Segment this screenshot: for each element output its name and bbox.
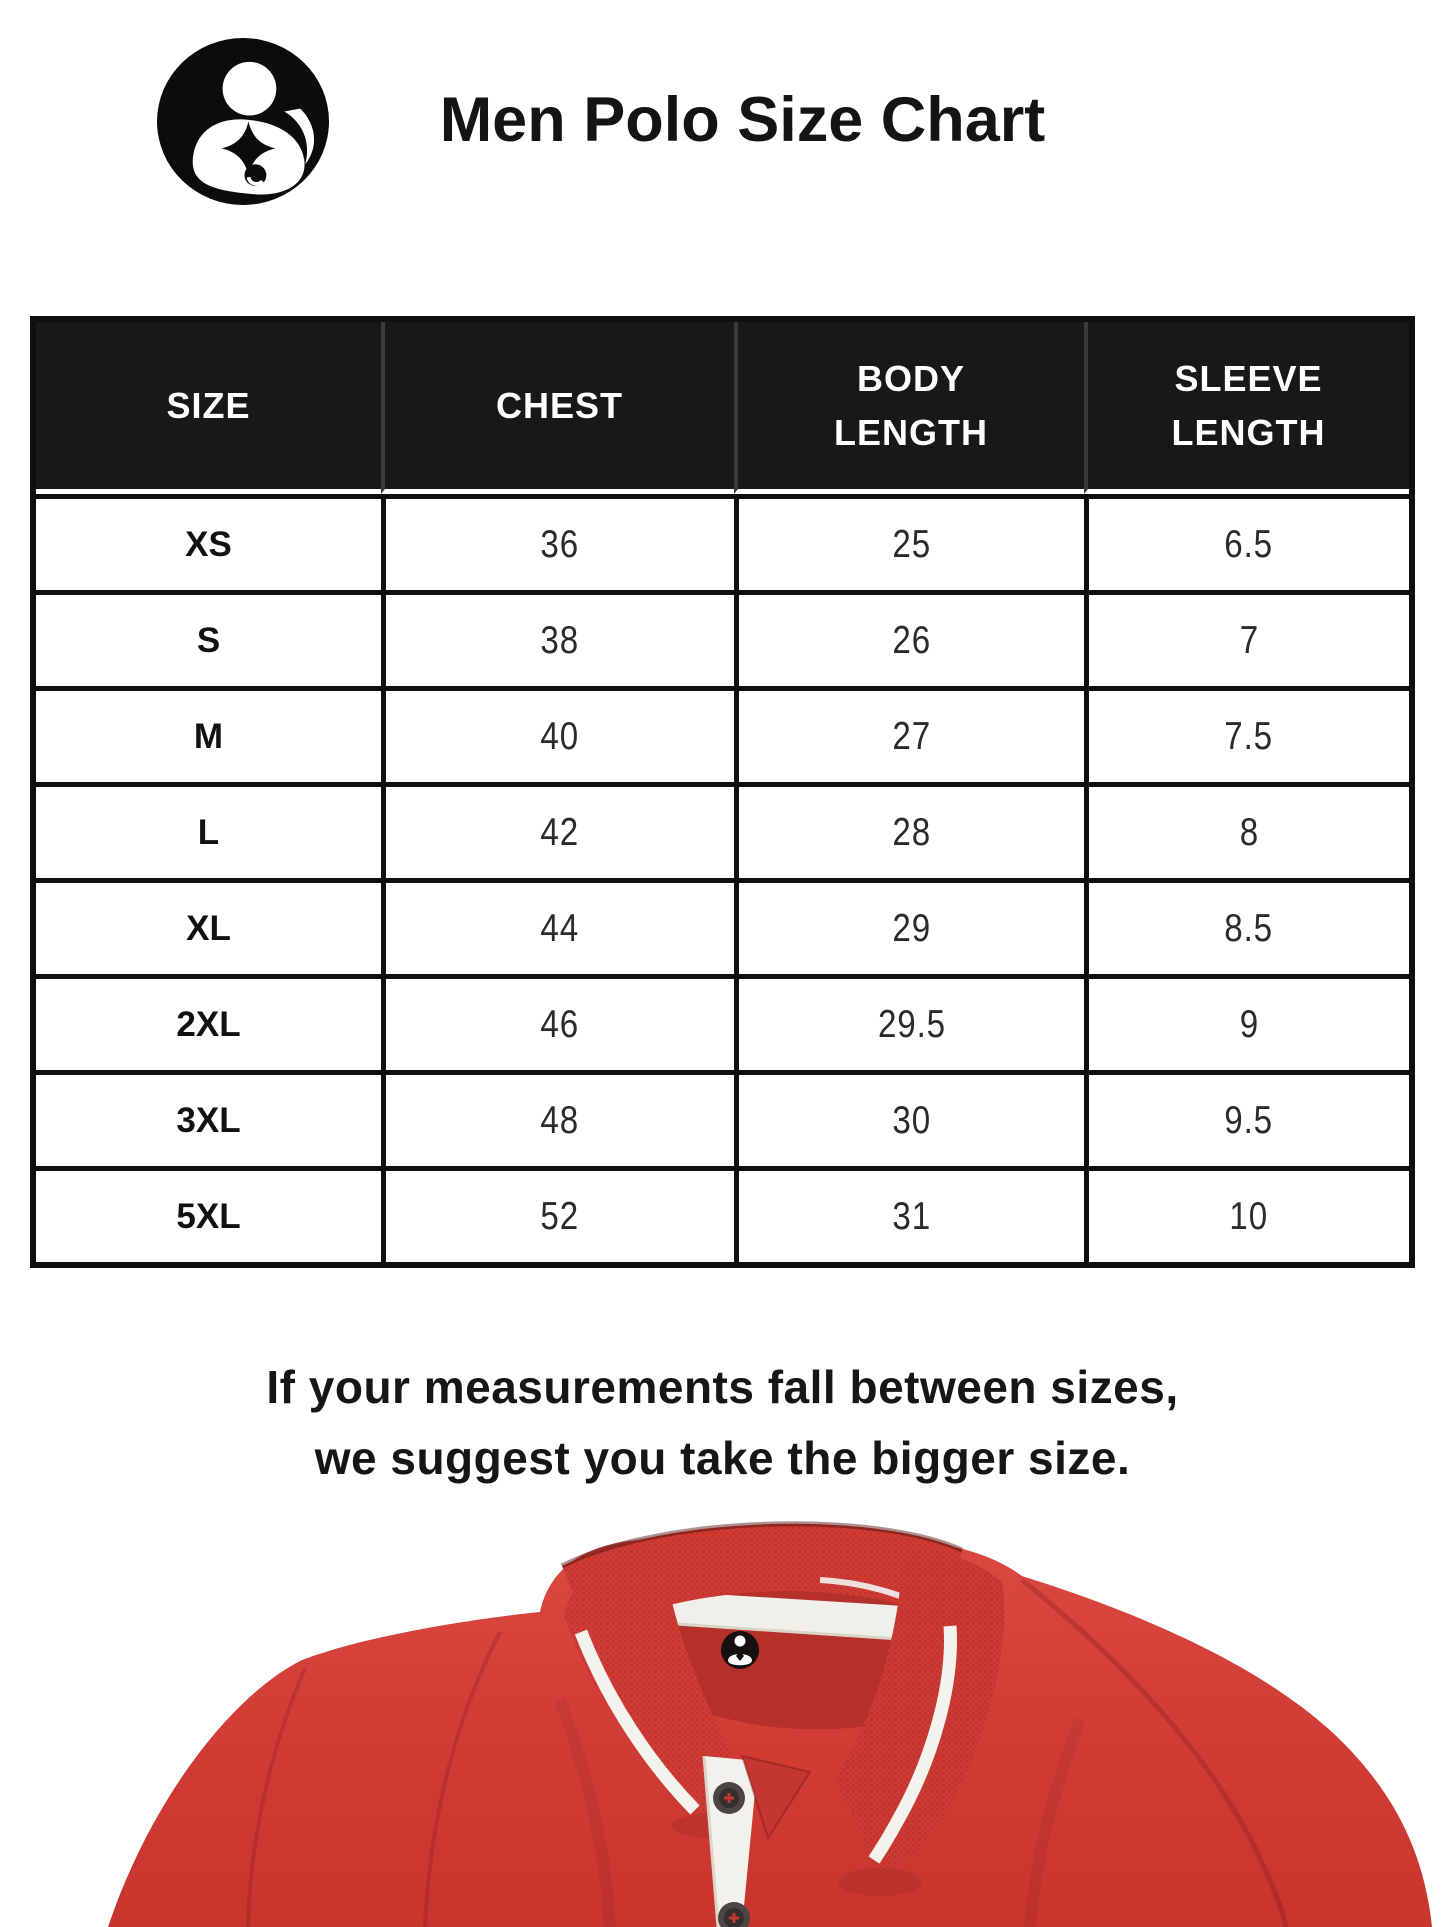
size-cell: XL — [36, 878, 381, 974]
chest-cell: 48 — [381, 1070, 734, 1166]
size-cell: 3XL — [36, 1070, 381, 1166]
sleeve-length-cell: 9 — [1084, 974, 1409, 1070]
placket-button — [713, 1782, 745, 1814]
sleeve-length-cell: 8.5 — [1084, 878, 1409, 974]
size-cell: S — [36, 590, 381, 686]
polo-shirt-illustration — [0, 1520, 1445, 1927]
size-cell: M — [36, 686, 381, 782]
body-length-cell: 29.5 — [734, 974, 1084, 1070]
body-length-cell: 30 — [734, 1070, 1084, 1166]
chest-cell: 44 — [381, 878, 734, 974]
size-note-line1: If your measurements fall between sizes, — [266, 1361, 1179, 1413]
body-length-cell: 31 — [734, 1166, 1084, 1262]
size-cell: XS — [36, 494, 381, 590]
size-chart-table — [30, 316, 1415, 1268]
size-note-line2: we suggest you take the bigger size. — [314, 1432, 1131, 1484]
size-note — [0, 1352, 1445, 1494]
sleeve-length-cell: 7.5 — [1084, 686, 1409, 782]
size-cell: 5XL — [36, 1166, 381, 1262]
body-length-cell: 25 — [734, 494, 1084, 590]
sleeve-length-cell: 9.5 — [1084, 1070, 1409, 1166]
body-length-cell: 29 — [734, 878, 1084, 974]
sleeve-length-cell: 6.5 — [1084, 494, 1409, 590]
chest-cell: 46 — [381, 974, 734, 1070]
body-length-cell: 28 — [734, 782, 1084, 878]
sleeve-length-cell: 8 — [1084, 782, 1409, 878]
body-length-cell: 27 — [734, 686, 1084, 782]
size-cell: 2XL — [36, 974, 381, 1070]
column-header-sleeve-length: SLEEVE LENGTH — [1084, 322, 1409, 494]
chest-cell: 52 — [381, 1166, 734, 1262]
size-cell: L — [36, 782, 381, 878]
chest-cell: 42 — [381, 782, 734, 878]
column-header-chest: CHEST — [381, 322, 734, 494]
page-title: Men Polo Size Chart — [439, 85, 1046, 155]
chest-cell: 40 — [381, 686, 734, 782]
sleeve-length-cell: 10 — [1084, 1166, 1409, 1262]
column-header-size: SIZE — [36, 322, 381, 494]
body-length-cell: 26 — [734, 590, 1084, 686]
mother-baby-logo-icon — [156, 38, 330, 205]
brand-logo — [156, 38, 330, 205]
chest-cell: 38 — [381, 590, 734, 686]
chest-cell: 36 — [381, 494, 734, 590]
column-header-body-length: BODY LENGTH — [734, 322, 1084, 494]
sleeve-length-cell: 7 — [1084, 590, 1409, 686]
neck-logo — [721, 1631, 759, 1669]
polo-shirt-image — [0, 1520, 1445, 1927]
